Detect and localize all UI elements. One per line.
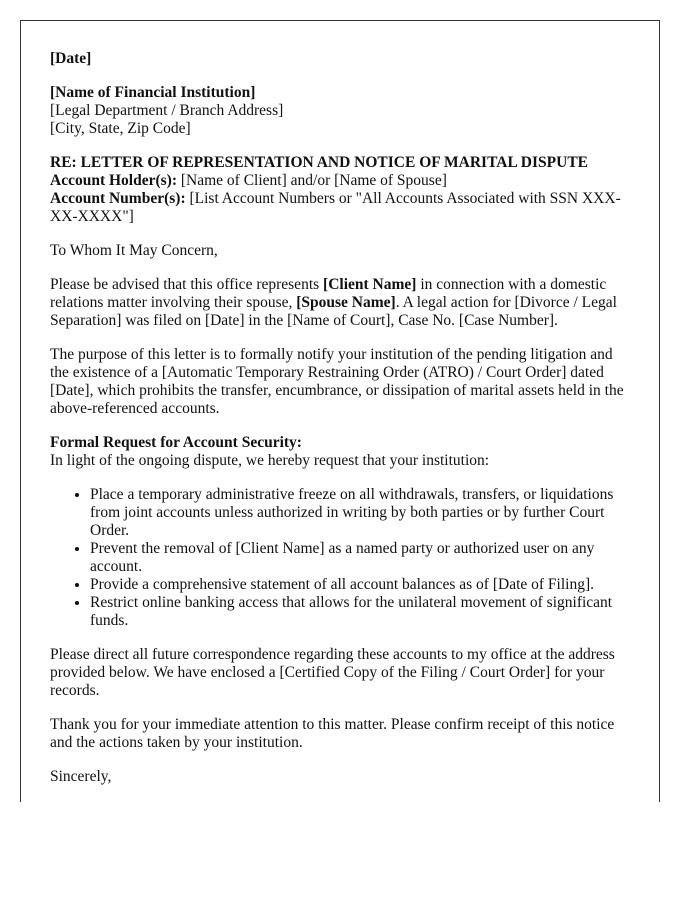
request-list-item: • Prevent the removal of [Client Name] as a named party or authorized user on any account. [90,540,635,576]
paragraph-text: in connection with a domestic relations matter involving their spouse, [50,276,607,311]
request-intro: In light of the ongoing dispute, we hereby request that your institution: [50,452,490,469]
request-list [50,486,635,630]
paragraph-thank-you: Thank you for your immediate attention to this matter. Please confirm receipt of this notice and the actions taken by your institution. [50,716,615,751]
account-holders-label: Account Holder(s): [50,172,177,189]
request-list-item: • Place a temporary administrative freeze on all withdrawals, transfers, or liquidations from joint accounts unless authorized in writing by both parties or by further Court Order. [90,486,635,540]
letter-date: [Date] [50,50,92,67]
paragraph-text: Please be advised that this office represents [50,276,324,293]
subject-block [50,154,635,226]
recipient-address-block [50,84,635,138]
account-holders-line [50,172,635,190]
paragraph-correspondence: Please direct all future correspondence regarding these accounts to my office at the address provided below. We have enclosed a [Certified Copy of the Filing / Court Order] for your records. [50,646,615,699]
client-name-placeholder: [Client Name] [323,276,417,293]
account-numbers-label: Account Number(s): [50,190,186,207]
account-numbers-line [50,190,635,226]
letter-content [50,50,635,802]
recipient-city-state-zip: [City, State, Zip Code] [50,120,191,137]
request-heading: Formal Request for Account Security: [50,434,302,451]
salutation: To Whom It May Concern, [50,242,218,259]
recipient-department: [Legal Department / Branch Address] [50,102,284,119]
request-list-item: • Provide a comprehensive statement of all account balances as of [Date of Filing]. [90,576,635,594]
account-numbers-value: [List Account Numbers or "All Accounts Associated with SSN XXX-XX-XXXX"] [50,190,621,225]
letter-page [20,20,660,802]
recipient-institution: [Name of Financial Institution] [50,84,256,101]
account-holders-value: [Name of Client] and/or [Name of Spouse] [177,172,447,189]
spouse-name-placeholder: [Spouse Name] [296,294,396,311]
request-block [50,434,635,470]
subject-re-line: RE: LETTER OF REPRESENTATION AND NOTICE OF MARITAL DISPUTE [50,154,588,171]
paragraph-representation [50,276,635,330]
request-list-item: • Restrict online banking access that allows for the unilateral movement of significant funds. [90,594,635,630]
paragraph-text: . A legal action for [Divorce / Legal Separation] was filed on [Date] in the [Name of Court], Case No. [Case Number]. [50,294,617,329]
closing: Sincerely, [50,768,112,785]
paragraph-purpose: The purpose of this letter is to formally notify your institution of the pending litigation and the existence of a [Automatic Temporary Restraining Order (ATRO) / Court Order] dated [Date], which prohibits the transfer, encumbrance, or dissipation of marital assets held in the above-referenced accounts. [50,346,624,417]
